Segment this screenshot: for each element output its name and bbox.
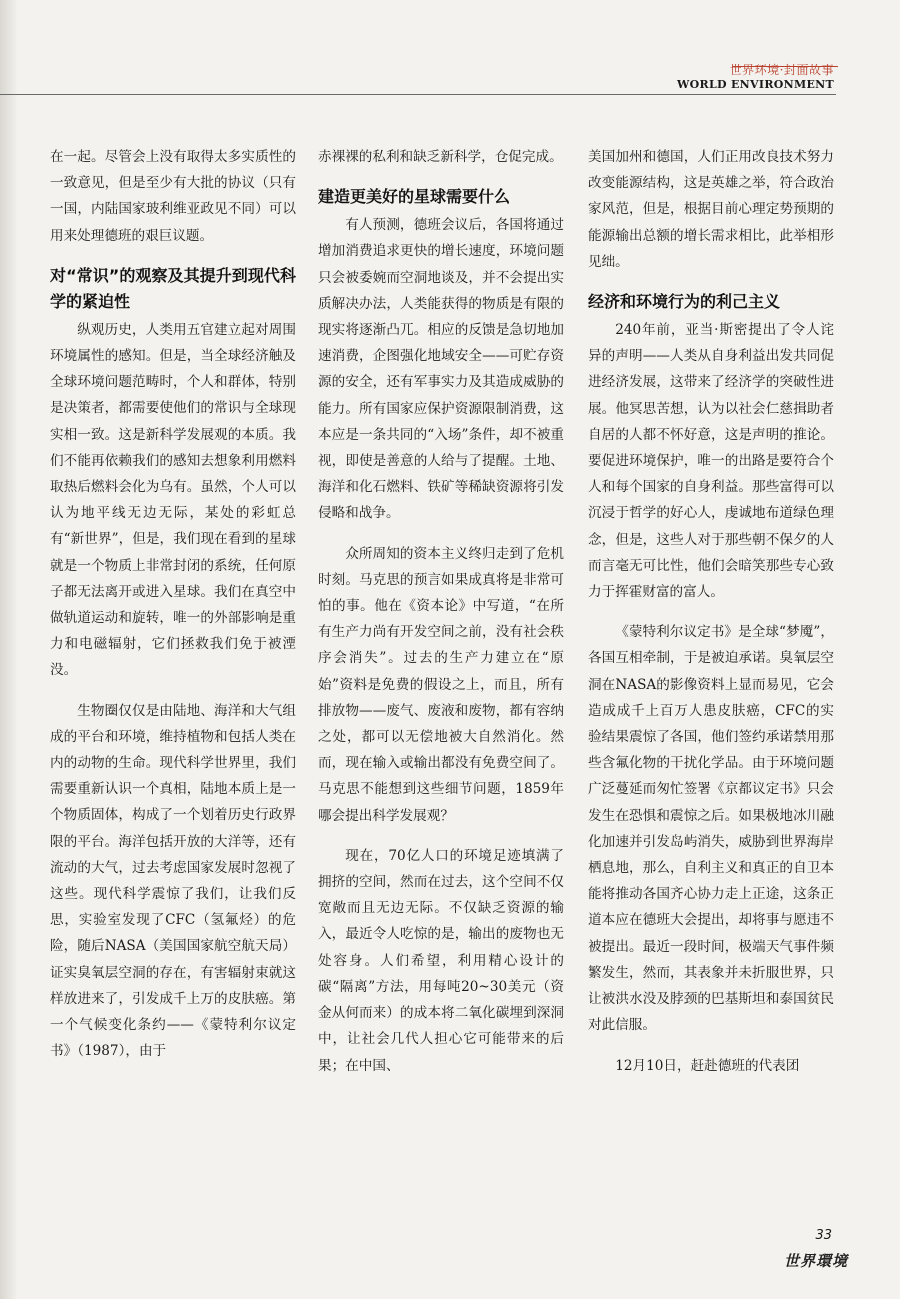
paragraph: 现在，70亿人口的环境足迹填满了拥挤的空间，然而在过去，这个空间不仅宽敞而且无边无际。不仅缺乏资源的输入，最近令人吃惊的是，输出的废物也无处容身。人们希望，利用精心设计的碳“隔离”方法，用每吨20~30美元（资金从何而来）的成本将二氧化碳埋到深洞中，让社会几代人担心它可能带来的后果；在中国、 [318,847,564,1074]
paragraph: 有人预测，德班会议后，各国将通过增加消费追求更快的增长速度，环境问题只会被委婉而空洞地谈及，并不会提出实质解决办法，人类能获得的物质是有限的现实将逐渐凸兀。相应的反馈是急切地加速消费，企图强化地域安全——可贮存资源的安全，还有军事实力及其造成威胁的能力。所有国家应保护资源限制消费，这本应是一条共同的“入场”条件，却不被重视，即使是善意的人给与了提醒。土地、海洋和化石燃料、铁矿等稀缺资源将引发侵略和战争。 [318,217,564,522]
header-brand: WORLD ENVIRONMENT [677,78,834,91]
paragraph: 生物圈仅仅是由陆地、海洋和大气组成的平台和环境，维持植物和包括人类在内的动物的生命。现代科学世界里，我们需要重新认识一个真相，陆地本质上是一个物质固体，构成了一个划着历史行政界限的平台。海洋包括开放的大洋等，还有流动的大气，过去考虑国家发展时忽视了这些。现代科学震惊了我们，让我们反思，实验室发现了CFC（氢氟烃）的危险，随后NASA（美国国家航空航天局）证实臭氧层空洞的存在，有害辐射束就这样放进来了，引发成千上万的皮肤癌。第一个气候变化条约——《蒙特利尔议定书》（1987），由于 [50,702,296,1060]
section-heading: 对“常识”的观察及其提升到现代科学的紧迫性 [50,265,296,311]
text-column-2 [318,144,564,1093]
paragraph: 12月10日，赶赴德班的代表团 [615,1057,800,1074]
header-rule [0,94,836,95]
header-section-label: 世界环境·封面故事 [729,63,834,77]
running-header [677,62,834,92]
page-gutter-shade [0,0,18,1299]
paragraph: 赤裸裸的私利和缺乏新科学，仓促完成。 [318,149,563,165]
paragraph: 240年前，亚当·斯密提出了令人诧异的声明——人类从自身利益出发共同促进经济发展，这带来了经济学的突破性进展。他冥思苦想，认为以社会仁慈揖助者自居的人都不怀好意，这是声明的推论。要促进环境保护，唯一的出路是要符合个人和每个国家的自身利益。那些富得可以沉浸于哲学的好心人，虔诚地布道绿色理念，但是，这些人对于那些朝不保夕的人而言毫无可比性，他们会暗笑那些专心致力于挥霍财富的富人。 [588,322,834,601]
text-column-1 [50,144,296,1079]
text-column-3 [588,144,834,1093]
paragraph: 美国加州和德国，人们正用改良技术努力改变能源结构，这是英雄之举，符合政治家风范，但是，根据目前心理定势预期的能源输出总额的增长需求相比，此举相形见绌。 [588,149,834,270]
section-heading: 建造更美好的星球需要什么 [318,187,511,207]
page-number: 33 [815,1228,832,1243]
section-heading: 经济和环境行为的利己主义 [588,292,781,312]
magazine-logo: 世界環境 [783,1252,848,1270]
paragraph: 众所周知的资本主义终归走到了危机时刻。马克思的预言如果成真将是非常可怕的事。他在《资本论》中写道，“在所有生产力尚有开发空间之前，没有社会秩序会消失”。过去的生产力建立在“原始”资料是免费的假设之上，而且，所有排放物——废气、废液和废物，都有容纳之处，都可以无偿地被大自然消化。然而，现在输入或输出都没有免费空间了。马克思不能想到这些细节问题，1859年哪会提出科学发展观？ [318,545,564,824]
paragraph: 在一起。尽管会上没有取得太多实质性的一致意见，但是至少有大批的协议（只有一国，内陆国家玻利维亚政见不同）可以用来处理德班的艰巨议题。 [50,149,296,244]
paragraph: 《蒙特利尔议定书》是全球“梦魇”，各国互相牵制，于是被迫承诺。臭氧层空洞在NASA的影像资料上显而易见，它会造成成千上百万人患皮肤癌，CFC的实验结果震惊了各国，他们签约承诺禁用那些含氟化物的干扰化学品。由于环境问题广泛蔓延而匆忙签署《京都议定书》只会发生在恐惧和震惊之后。如果极地冰川融化加速并引发岛屿消失，威胁到世界海岸栖息地，那么，自利主义和真正的自卫本能将推动各国齐心协力走上正途，这条正道本应在德班大会提出，却将事与愿违不被提出。最近一段时间，极端天气事件频繁发生，然而，其表象并未折服世界，只让被洪水没及脖颈的巴基斯坦和泰国贫民对此信服。 [588,624,834,1034]
paragraph: 纵观历史，人类用五官建立起对周围环境属性的感知。但是，当全球经济触及全球环境问题范畴时，个人和群体，特别是决策者，都需要使他们的常识与全球现实相一致。这是新科学发展观的本质。我们不能再依赖我们的感知去想象利用燃料取热后燃料会化为乌有。虽然，个人可以认为地平线无边无际，某处的彩虹总有“新世界”，但是，我们现在看到的星球就是一个物质上非常封闭的系统，任何原子都无法离开或进入星球。我们在真空中做轨道运动和旋转，唯一的外部影响是重力和电磁辐射，它们拯救我们免于被湮没。 [50,321,296,679]
